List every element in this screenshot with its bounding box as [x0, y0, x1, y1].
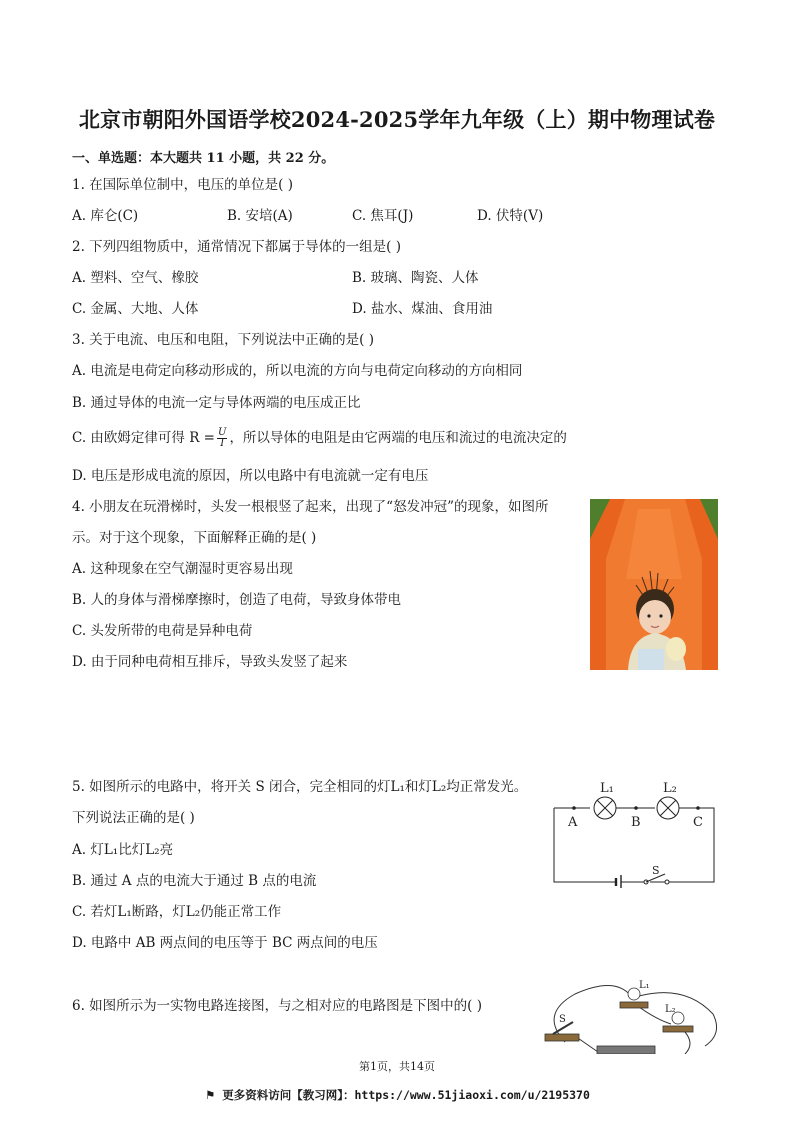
- question-5-stem-line1: 5. 如图所示的电路中，将开关 S 闭合，完全相同的灯L₁和灯L₂均正常发光。: [72, 779, 528, 795]
- q2-option-c[interactable]: C. 金属、大地、人体: [72, 301, 199, 317]
- q2-option-d[interactable]: D. 盐水、煤油、食用油: [352, 301, 493, 317]
- question-3-stem: 3. 关于电流、电压和电阻，下列说法中正确的是( ): [72, 332, 374, 348]
- q3-option-d[interactable]: D. 电压是形成电流的原因，所以电路中有电流就一定有电压: [72, 468, 429, 484]
- question-1-options: [72, 207, 722, 225]
- q4-option-c[interactable]: C. 头发所带的电荷是异种电荷: [72, 623, 253, 639]
- label-s: S: [652, 864, 660, 877]
- label-l1: L₁: [600, 781, 614, 796]
- series-circuit-diagram: [548, 776, 723, 888]
- footer-link-text: 更多资料访问【教习网】：https://www.51jiaoxi.com/u/2195370: [222, 1088, 590, 1102]
- q4-option-a[interactable]: A. 这种现象在空气潮湿时更容易出现: [72, 561, 293, 577]
- q5-option-d[interactable]: D. 电路中 AB 两点间的电压等于 BC 两点间的电压: [72, 935, 378, 951]
- q2-option-a[interactable]: A. 塑料、空气、橡胶: [72, 270, 199, 286]
- q5-option-b[interactable]: B. 通过 A 点的电流大于通过 B 点的电流: [72, 873, 317, 889]
- q1-option-a[interactable]: A. 库仑(C): [72, 208, 139, 224]
- q4-option-b[interactable]: B. 人的身体与滑梯摩擦时，创造了电荷，导致身体带电: [72, 592, 402, 608]
- q1-option-d[interactable]: D. 伏特(V): [477, 208, 544, 224]
- child-on-slide-photo: [590, 499, 718, 670]
- q3-option-c-prefix: C. 由欧姆定律可得 R =: [72, 430, 215, 446]
- question-6-stem: 6. 如图所示为一实物电路连接图，与之相对应的电路图是下图中的( ): [72, 998, 482, 1014]
- fraction-numerator: U: [218, 426, 227, 438]
- ohm-fraction: [217, 428, 227, 449]
- q3-option-a[interactable]: A. 电流是电荷定向移动形成的，所以电流的方向与电荷定向移动的方向相同: [72, 363, 523, 379]
- label-b: B: [631, 815, 641, 830]
- fraction-denominator: I: [220, 437, 225, 449]
- page-number: 第1页，共14页: [359, 1060, 435, 1073]
- question-4-stem-line2: 示。对于这个现象，下面解释正确的是( ): [72, 530, 317, 546]
- q3-option-c-suffix: ，所以导体的电阻是由它两端的电压和流过的电流决定的: [229, 430, 567, 446]
- q3-option-c[interactable]: [72, 424, 567, 452]
- label-c: C: [693, 815, 703, 830]
- section-heading: 一、单选题：本大题共 11 小题，共 22 分。: [72, 151, 335, 166]
- q1-option-c[interactable]: C. 焦耳(J): [352, 208, 414, 224]
- physical-circuit-sketch: [535, 974, 725, 1054]
- question-2-stem: 2. 下列四组物质中，通常情况下都属于导体的一组是( ): [72, 239, 401, 255]
- exam-title: 北京市朝阳外国语学校2024-2025学年九年级（上）期中物理试卷: [78, 107, 716, 132]
- q3-option-b[interactable]: B. 通过导体的电流一定与导体两端的电压成正比: [72, 395, 361, 411]
- q1-option-b[interactable]: B. 安培(A): [227, 208, 293, 224]
- q6-label-l2: L₂: [665, 1004, 676, 1015]
- footer-link[interactable]: [205, 1087, 590, 1103]
- q4-option-d[interactable]: D. 由于同种电荷相互排斥，导致头发竖了起来: [72, 654, 348, 670]
- q5-option-c[interactable]: C. 若灯L₁断路，灯L₂仍能正常工作: [72, 904, 282, 920]
- question-4-stem-line1: 4. 小朋友在玩滑梯时，头发一根根竖了起来，出现了“怒发冲冠”的现象，如图所: [72, 499, 549, 515]
- flag-icon: ⚑: [205, 1088, 216, 1102]
- q6-label-l1: L₁: [639, 980, 650, 991]
- q6-label-s: S: [559, 1014, 566, 1025]
- q2-option-b[interactable]: B. 玻璃、陶瓷、人体: [352, 270, 479, 286]
- question-5-stem-line2: 下列说法正确的是( ): [72, 810, 195, 826]
- label-l2: L₂: [663, 781, 677, 796]
- question-1-stem: 1. 在国际单位制中，电压的单位是( ): [72, 177, 293, 193]
- q5-option-a[interactable]: A. 灯L₁比灯L₂亮: [72, 842, 174, 858]
- label-a: A: [568, 815, 578, 830]
